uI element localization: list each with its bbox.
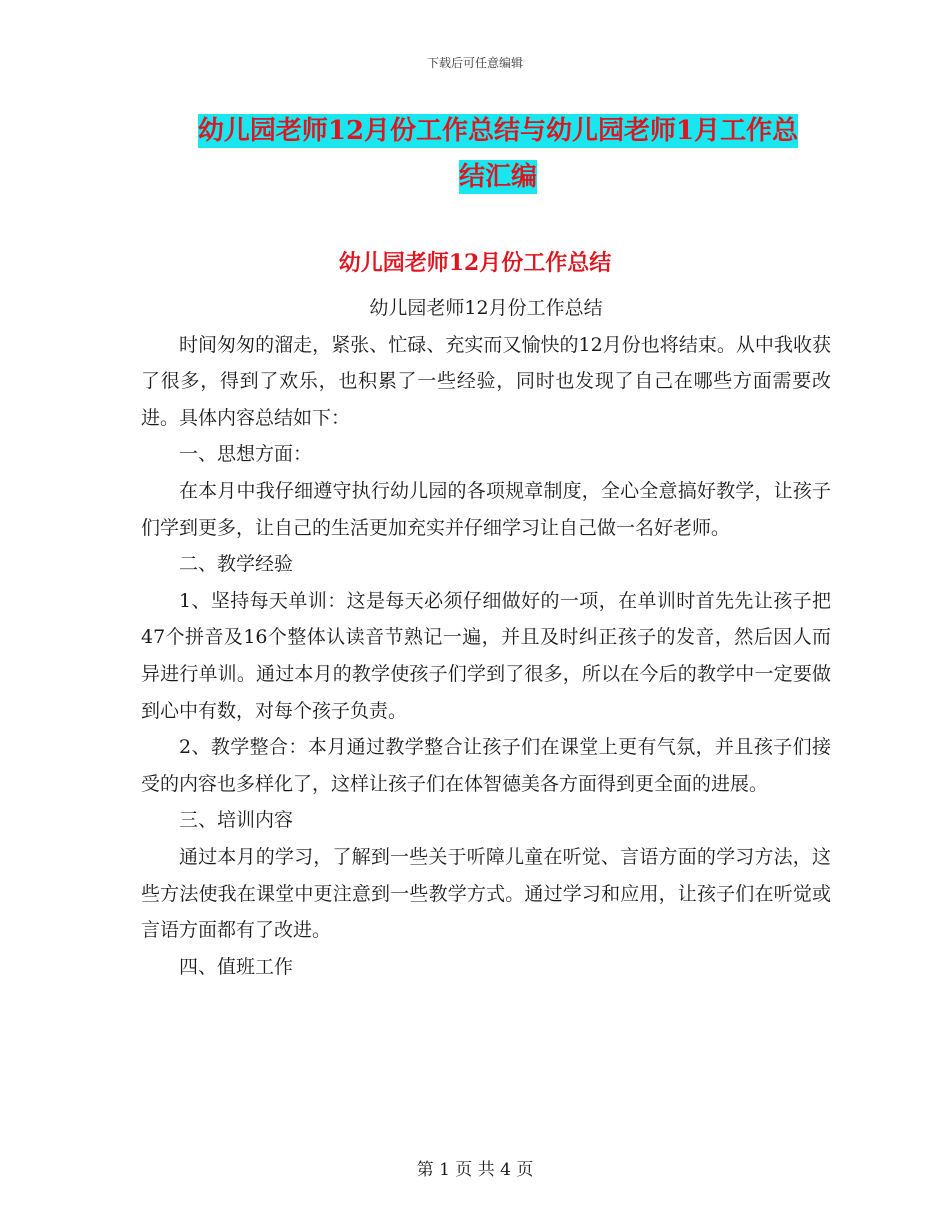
document-body <box>141 290 831 985</box>
heading-training: 三、培训内容 <box>179 809 294 832</box>
paragraph-intro: 时间匆匆的溜走，紧张、忙碌、充实而又愉快的12月份也将结束。从中我收获了很多，得到了欢乐，也积累了一些经验，同时也发现了自己在哪些方面需要改进。具体内容总结如下： <box>141 333 831 429</box>
document-title-line-2: 结汇编 <box>458 162 537 192</box>
paragraph-teaching-1: 1、坚持每天单训：这是每天必须仔细做好的一项，在单训时首先先让孩子把47个拼音及16个整体认读音节熟记一遍，并且及时纠正孩子的发音，然后因人而异进行单训。通过本月的教学使孩子们学到了很多，所以在今后的教学中一定要做到心中有数，对每个孩子负责。 <box>141 589 831 722</box>
paragraph-teaching-2: 2、教学整合：本月通过教学整合让孩子们在课堂上更有气氛，并且孩子们接受的内容也多样化了，这样让孩子们在体智德美各方面得到更全面的进展。 <box>141 736 831 795</box>
heading-teaching: 二、教学经验 <box>179 553 294 576</box>
section-title: 幼儿园老师12月份工作总结 <box>338 250 612 276</box>
paragraph-training: 通过本月的学习，了解到一些关于听障儿童在听觉、言语方面的学习方法，这些方法使我在课堂中更注意到一些教学方式。通过学习和应用，让孩子们在听觉或言语方面都有了改进。 <box>141 845 831 942</box>
heading-thought: 一、思想方面： <box>179 443 313 466</box>
subtitle: 幼儿园老师12月份工作总结 <box>369 297 603 319</box>
page-footer: 第 1 页 共 4 页 <box>416 1160 534 1180</box>
paragraph-thought: 在本月中我仔细遵守执行幼儿园的各项规章制度，全心全意搞好教学，让孩子们学到更多，让自己的生活更加充实并仔细学习让自己做一名好老师。 <box>141 479 831 539</box>
document-title <box>140 108 856 200</box>
header-note: 下载后可任意编辑 <box>426 56 523 70</box>
heading-duty: 四、值班工作 <box>179 955 294 978</box>
document-title-line-1: 幼儿园老师12月份工作总结与幼儿园老师1月工作总 <box>197 116 799 146</box>
